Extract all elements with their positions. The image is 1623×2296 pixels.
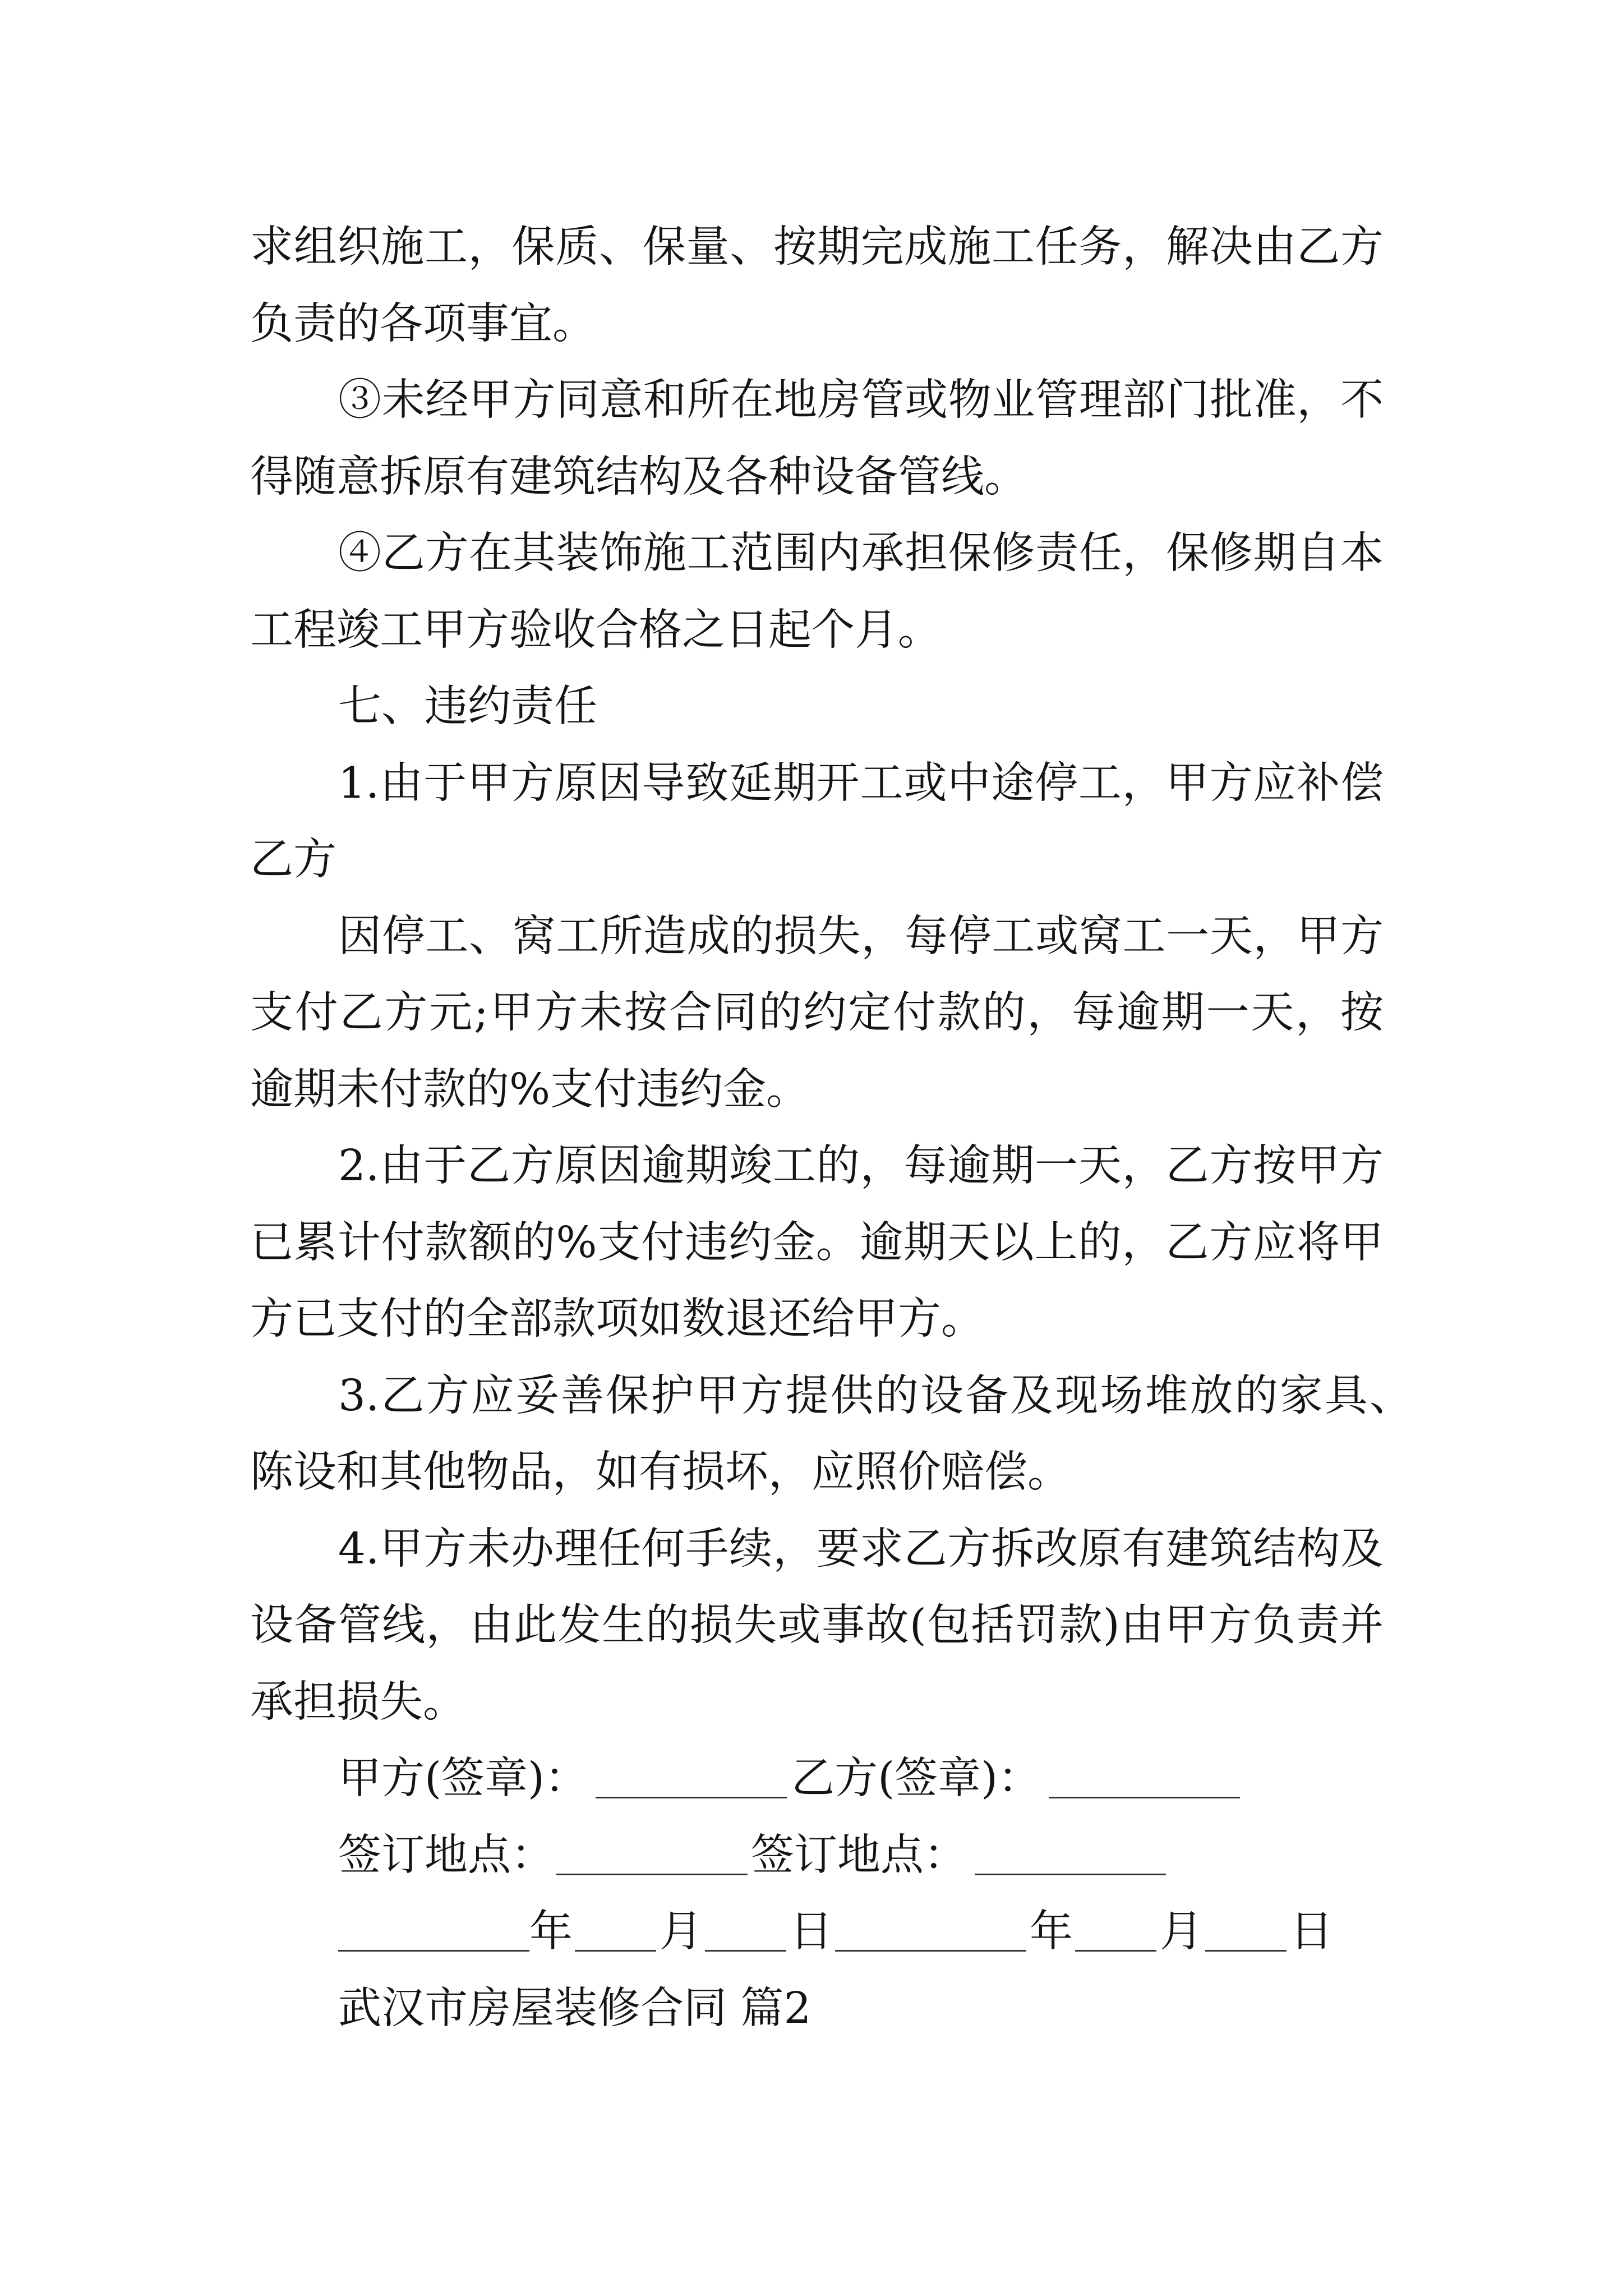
signature-block xyxy=(250,1741,1623,1971)
paragraph-line: 工程竣工甲方验收合格之日起个月。 xyxy=(250,605,941,655)
clause-line: 陈设和其他物品，如有损坏，应照价赔偿。 xyxy=(250,1447,1071,1497)
party-a-day-blank xyxy=(705,1916,786,1952)
party-a-year-label: 年 xyxy=(529,1907,573,1957)
signature-row xyxy=(338,1741,1623,1818)
party-b-month-label: 月 xyxy=(1160,1907,1203,1957)
party-a-day-label: 日 xyxy=(790,1907,833,1957)
clause-line: 4.甲方未办理任何手续，要求乙方拆改原有建筑结构及 xyxy=(338,1524,1384,1574)
clause-line: 设备管线，由此发生的损失或事故(包括罚款)由甲方负责并 xyxy=(250,1600,1384,1650)
party-b-year-label: 年 xyxy=(1030,1907,1073,1957)
paragraph xyxy=(250,516,1623,669)
clause-line: 3.乙方应妥善保护甲方提供的设备及现场堆放的家具、 xyxy=(338,1370,1413,1421)
clause-line: 因停工、窝工所造成的损失，每停工或窝工一天，甲方 xyxy=(338,911,1384,961)
date-row xyxy=(338,1894,1623,1971)
place-row xyxy=(338,1818,1623,1894)
party-a-signature-blank xyxy=(596,1763,787,1798)
party-a-month-blank xyxy=(575,1916,656,1952)
party-a-month-label: 月 xyxy=(660,1907,703,1957)
party-a-place-blank xyxy=(556,1840,748,1875)
party-b-day-blank xyxy=(1205,1916,1287,1952)
paragraph-line: 负责的各项事宜。 xyxy=(250,298,596,349)
clause xyxy=(250,899,1623,1129)
party-b-month-blank xyxy=(1075,1916,1156,1952)
clause-line: 1.由于甲方原因导致延期开工或中途停工，甲方应补偿 xyxy=(338,758,1384,808)
paragraph xyxy=(250,362,1623,516)
party-a-signature-label: 甲方(签章)： xyxy=(338,1754,588,1803)
party-b-signature-label: 乙方(签章)： xyxy=(791,1754,1041,1803)
party-b-place-blank xyxy=(975,1840,1166,1875)
clause-line: 已累计付款额的%支付违约金。逾期天以上的，乙方应将甲 xyxy=(250,1217,1384,1268)
clause-line: 逾期未付款的%支付违约金。 xyxy=(250,1064,810,1115)
clause-line: 2.由于乙方原因逾期竣工的，每逾期一天，乙方按甲方 xyxy=(338,1141,1384,1191)
party-b-year-blank xyxy=(835,1916,1026,1952)
paragraph-line: 求组织施工，保质、保量、按期完成施工任务，解决由乙方 xyxy=(250,222,1384,272)
party-a-place-label: 签订地点： xyxy=(338,1830,554,1880)
clause-line: 乙方 xyxy=(250,835,336,885)
party-b-day-label: 日 xyxy=(1290,1907,1333,1957)
paragraph-line: ③未经甲方同意和所在地房管或物业管理部门批准，不 xyxy=(338,375,1384,425)
paragraph-line: ④乙方在其装饰施工范围内承担保修责任，保修期自本 xyxy=(338,528,1384,578)
paragraph-line: 得随意拆原有建筑结构及各种设备管线。 xyxy=(250,452,1027,502)
clause-line: 支付乙方元;甲方未按合同的约定付款的，每逾期一天，按 xyxy=(250,988,1384,1038)
party-b-signature-blank xyxy=(1049,1763,1240,1798)
party-a-year-blank xyxy=(338,1916,529,1952)
party-b-place-label: 签订地点： xyxy=(751,1830,967,1880)
clause-line: 承担损失。 xyxy=(250,1677,466,1727)
clause-line: 方已支付的全部款项如数退还给甲方。 xyxy=(250,1294,984,1344)
section-heading: 七、违约责任 xyxy=(338,682,597,731)
paragraph xyxy=(250,209,1623,362)
clause xyxy=(250,746,1623,899)
next-section-title: 武汉市房屋装修合同 篇2 xyxy=(338,1983,811,2033)
clause xyxy=(250,1511,1623,1741)
clause xyxy=(250,1358,1623,1511)
clause xyxy=(250,1128,1623,1358)
